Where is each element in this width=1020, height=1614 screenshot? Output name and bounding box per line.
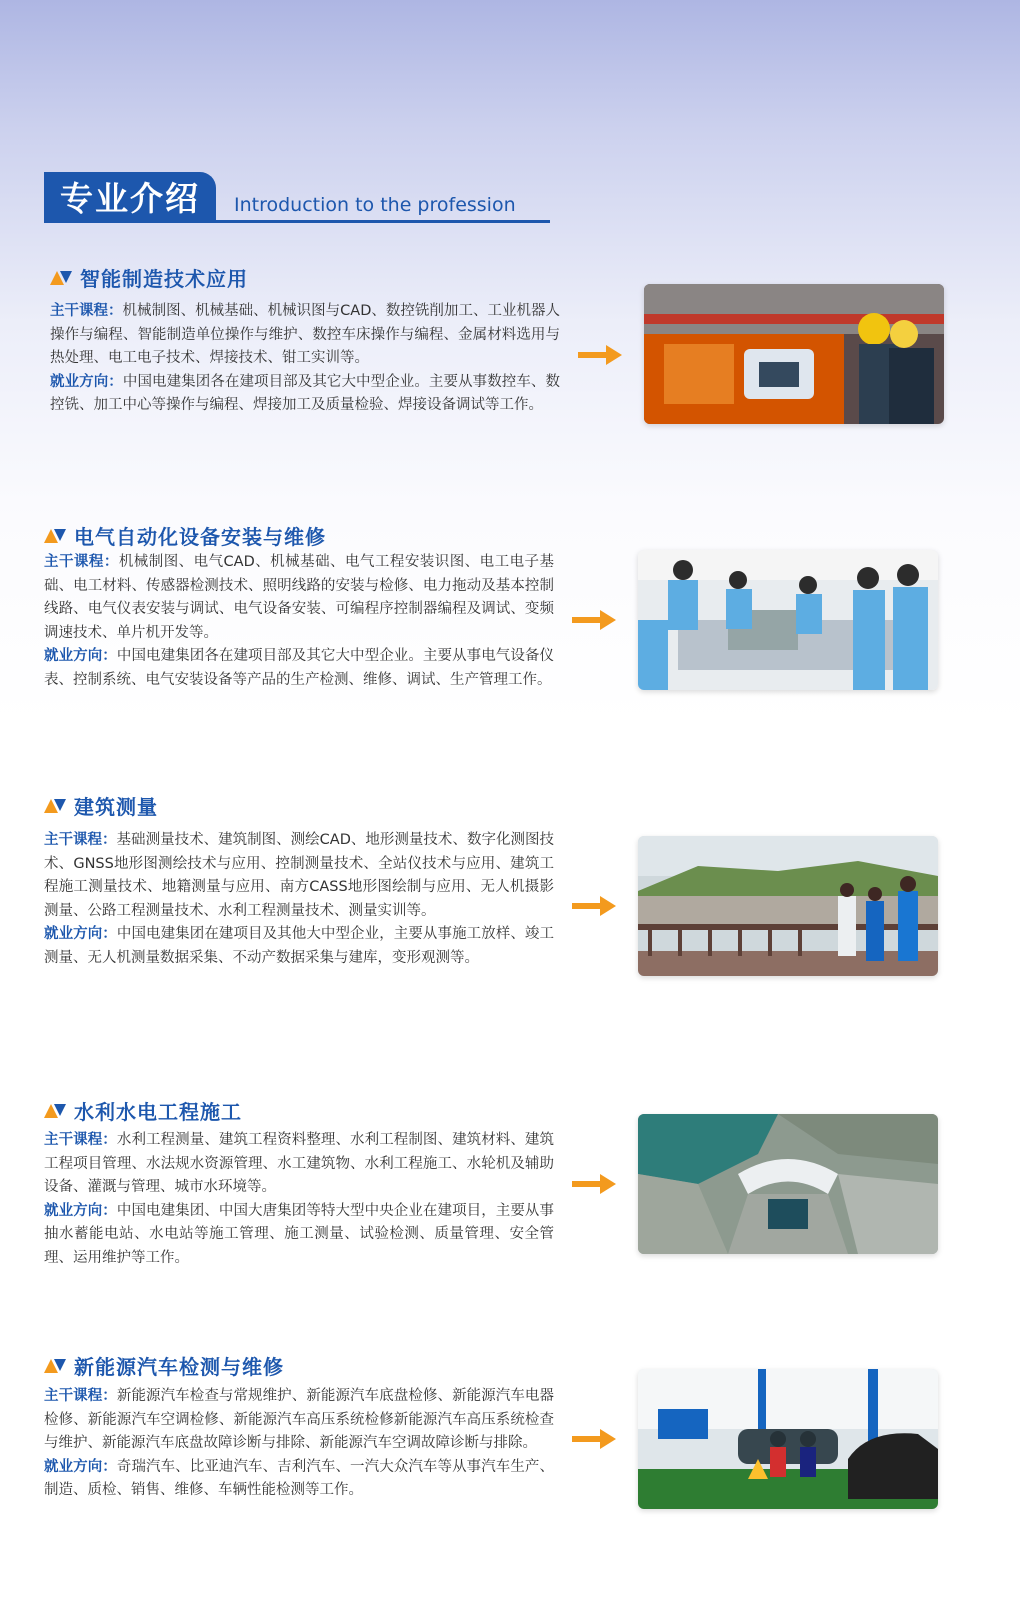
program-title-text: 智能制造技术应用 bbox=[80, 267, 248, 291]
program-title-text: 水利水电工程施工 bbox=[74, 1100, 242, 1124]
program-title bbox=[44, 1351, 284, 1380]
courses-label: 主干课程： bbox=[44, 1388, 117, 1404]
arrow-right-icon bbox=[572, 895, 616, 917]
program-title-text: 新能源汽车检测与维修 bbox=[74, 1355, 284, 1379]
jobs-label: 就业方向： bbox=[44, 1458, 117, 1475]
courses-label: 主干课程： bbox=[44, 832, 117, 848]
arrow-right-icon bbox=[572, 609, 616, 631]
factory-workshop-photo bbox=[644, 284, 944, 424]
program-title-text: 建筑测量 bbox=[74, 795, 158, 819]
triangle-bullet-icon bbox=[50, 271, 72, 285]
courses-label: 主干课程： bbox=[50, 303, 123, 319]
header-underline bbox=[44, 220, 550, 223]
triangle-bullet-icon bbox=[44, 799, 66, 813]
courses-label: 主干课程： bbox=[44, 554, 119, 570]
surveying-site-photo bbox=[638, 836, 938, 976]
jobs-label: 就业方向： bbox=[50, 373, 123, 390]
dam-aerial-photo bbox=[638, 1114, 938, 1254]
courses-text: 水利工程测量、建筑工程资料整理、水利工程制图、建筑材料、建筑工程项目管理、水法规水资源管理、水工建筑物、水利工程施工、水轮机及辅助设备、灌溉与管理、城市水环境等。 bbox=[44, 1132, 555, 1195]
jobs-text: 中国电建集团各在建项目部及其它大中型企业。主要从事电气设备仪表、控制系统、电气安装设备等产品的生产检测、维修、调试、生产管理工作。 bbox=[44, 648, 555, 688]
arrow-right-icon bbox=[572, 1173, 616, 1195]
program-description bbox=[44, 1129, 554, 1270]
triangle-bullet-icon bbox=[44, 529, 66, 543]
jobs-text: 中国电建集团在建项目及其他大中型企业，主要从事施工放样、竣工测量、无人机测量数据采集、不动产数据采集与建库，变形观测等。 bbox=[44, 926, 555, 966]
courses-text: 新能源汽车检查与常规维护、新能源汽车底盘检修、新能源汽车电器检修、新能源汽车空调检修、新能源汽车高压系统检修新能源汽车高压系统检查与维护、新能源汽车底盘故障诊断与排除、新能源汽车空调故障诊断与排除。 bbox=[44, 1388, 555, 1451]
program-title bbox=[50, 263, 248, 292]
header-title-cn: 专业介绍 bbox=[44, 172, 216, 220]
program-description bbox=[44, 551, 554, 692]
jobs-label: 就业方向： bbox=[44, 648, 117, 664]
triangle-bullet-icon bbox=[44, 1359, 66, 1373]
jobs-text: 中国电建集团各在建项目部及其它大中型企业。主要从事数控车、数控铣、加工中心等操作与编程、焊接加工及质量检验、焊接设备调试等工作。 bbox=[50, 373, 561, 413]
courses-text: 基础测量技术、建筑制图、测绘CAD、地形测量技术、数字化测图技术、GNSS地形图测绘技术与应用、控制测量技术、全站仪技术与应用、建筑工程施工测量技术、地籍测量与应用、南方CASS地形图绘制与应用、无人机摄影测量、公路工程测量技术、水利工程测量技术、测量实训等。 bbox=[44, 832, 554, 919]
program-title bbox=[44, 1096, 242, 1125]
jobs-label: 就业方向： bbox=[44, 1202, 117, 1219]
program-title bbox=[44, 791, 158, 820]
vehicle-workshop-photo bbox=[638, 1369, 938, 1509]
jobs-label: 就业方向： bbox=[44, 926, 117, 942]
program-description bbox=[44, 1385, 554, 1503]
program-description bbox=[50, 300, 560, 418]
courses-label: 主干课程： bbox=[44, 1132, 117, 1148]
program-title-text: 电气自动化设备安装与维修 bbox=[74, 525, 326, 549]
arrow-right-icon bbox=[572, 1428, 616, 1450]
arrow-right-icon bbox=[578, 344, 622, 366]
jobs-text: 中国电建集团、中国大唐集团等特大型中央企业在建项目，主要从事抽水蓄能电站、水电站等施工管理、施工测量、试验检测、质量管理、安全管理、运用维护等工作。 bbox=[44, 1202, 555, 1266]
courses-text: 机械制图、机械基础、机械识图与CAD、数控铣削加工、工业机器人操作与编程、智能制造单位操作与维护、数控车床操作与编程、金属材料选用与热处理、电工电子技术、焊接技术、钳工实训等。 bbox=[50, 303, 560, 366]
section-header bbox=[44, 172, 550, 224]
electrical-lab-photo bbox=[638, 550, 938, 690]
jobs-text: 奇瑞汽车、比亚迪汽车、吉利汽车、一汽大众汽车等从事汽车生产、制造、质检、销售、维修、车辆性能检测等工作。 bbox=[44, 1458, 555, 1498]
program-description bbox=[44, 829, 554, 970]
triangle-bullet-icon bbox=[44, 1104, 66, 1118]
program-title bbox=[44, 521, 326, 550]
courses-text: 机械制图、电气CAD、机械基础、电气工程安装识图、电工电子基础、电工材料、传感器检测技术、照明线路的安装与检修、电力拖动及基本控制线路、电气仪表安装与调试、电气设备安装、可编程序控制器编程及调试、变频调速技术、单片机开发等。 bbox=[44, 554, 554, 641]
header-title-en: Introduction to the profession bbox=[234, 194, 516, 216]
